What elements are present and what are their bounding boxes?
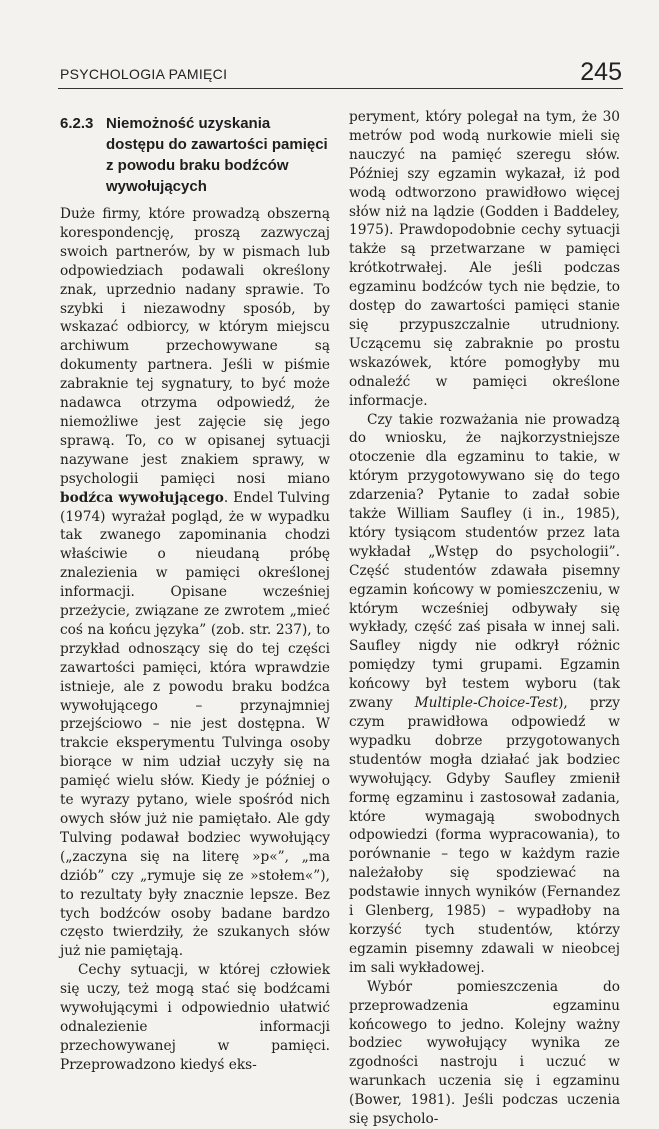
paragraph [349,411,620,978]
paragraph-text: . Endel Tulving (1974) wyrażał pogląd, że w wypadku tak zwanego zapominania chodzi właściwie o nieudaną próbę znalezienia w pamięci określonej informacji. Opisane wcześniej przeżycie, związane ze zwrotem „mieć coś na końcu języka” (zob. str. 237), to przykład odnoszący się do tej części zawartości pamięci, która wprawdzie istnieje, ale z powodu braku bodźca wywołującego – przynajmniej przejściowo – nie jest dostępna. W trakcie eksperymentu Tulvinga osoby biorące w nim udział uczyły się na pamięć wielu słów. Kiedy je później o te wyrazy pytano, wiele spośród nich owych słów już nie pamiętało. Ale gdy Tulving podawał bodziec wywołujący („zaczyna się na literę »p«”, „ma dziób” czy „rymuje się ze »stołem«”), to rezultaty były znacznie lepsze. Bez tych bodźców osoby badane bardzo często twierdziły, że szukanych słów już nie pamiętają. [60,489,330,960]
section-number: 6.2.3 [60,115,94,132]
paragraph [60,205,330,961]
paragraph-text: Duże firmy, które prowadzą obszerną korespondencję, proszą zazwyczaj swoich partnerów, by w pismach lub odpowiedziach podawali określony znak, uprzednio nadany sprawie. To szybki i niezawodny sposób, by wskazać odbiorcy, w którym miejscu archiwum przechowywane są dokumenty partnera. Jeśli w piśmie zabraknie tej sygnatury, to być może nadawca otrzyma odpowiedź, że niemożliwe jest zajęcie się jego sprawą. To, co w opisanej sytuacji nazywane jest znakiem sprawy, w psychologii pamięci nosi miano [60,206,330,487]
section-heading [60,113,330,197]
paragraph-text: ), przy czym prawidłowa odpowiedź w wypadku dobrze przygotowanych studentów mogła działać jak bodziec wywołujący. Gdyby Saufley zmienił formę egzaminu i zastosował zadania, które wymagają swobodnych odpowiedzi (forma wypracowania), to porównanie – tego w każdym razie należałoby się spodziewać na podstawie innych wyników (Fernandez i Glenberg, 1985) – wypadłoby na korzyść tych studentów, którzy egzamin pisemny zdawali w nieobcej im sali wykładowej. [349,695,620,976]
paragraph-text: Czy takie rozważania nie prowadzą do wniosku, że najkorzystniejsze otoczenie dla egzaminu to takie, w którym przygotowywano się do tego zdarzenia? Pytanie to zadał sobie także William Saufley (i in., 1985), który tysiącom studentów przez lata wykładał „Wstęp do psychologii”. Część studentów zdawała pisemny egzamin końcowy w pomieszczeniu, w którym wcześniej odbywały się wykłady, część zaś pisała w innej sali. Saufley nigdy nie odkrył różnic pomiędzy tymi grupami. Egzamin końcowy był testem wyboru (tak zwany [349,411,620,712]
paragraph: Cechy sytuacji, w której człowiek się uczy, też mogą stać się bodźcami wywołującymi i odpowiednio ułatwić odnalezienie informacji przechowywanej w pamięci. Przeprowadzono kiedyś eks- [60,962,330,1073]
right-column [349,108,620,1129]
left-column [60,108,330,1075]
section-title: Niemożność uzyskania dostępu do zawartości pamięci z powodu braku bodźców wywołujących [106,115,328,195]
header-rule [58,88,623,89]
paragraph: peryment, który polegał na tym, że 30 metrów pod wodą nurkowie mieli się nauczyć na pamięć szeregu słów. Później szy egzamin wykazał, iż pod wodą odtworzono prawidłowo więcej słów niż na lądzie (Godden i Baddeley, 1975). Prawdopodobnie cechy sytuacji także są przetwarzane w pamięci krótkotrwałej. Ale jeśli podczas egzaminu bodźców tych nie będzie, to dostęp do zawartości pamięci stanie się przypuszczalnie utrudniony. Uczącemu się zabraknie po prostu wskazówek, które pomogłyby mu odnaleźć w pamięci określone informacje. [349,109,620,409]
key-term: bodźca wywołującego [60,489,224,506]
paragraph: Wybór pomieszczenia do przeprowadzenia egzaminu końcowego to jedno. Kolejny ważny bodziec wywołujący wynika ze zgodności nastroju i uczuć w warunkach uczenia się i egzaminu (Bower, 1981). Jeśli podczas uczenia się psycholo- [349,978,620,1128]
page-number: 245 [580,58,622,86]
italic-term: Multiple-Choice-Test [414,695,559,712]
running-head: PSYCHOLOGIA PAMIĘCI [60,66,228,82]
